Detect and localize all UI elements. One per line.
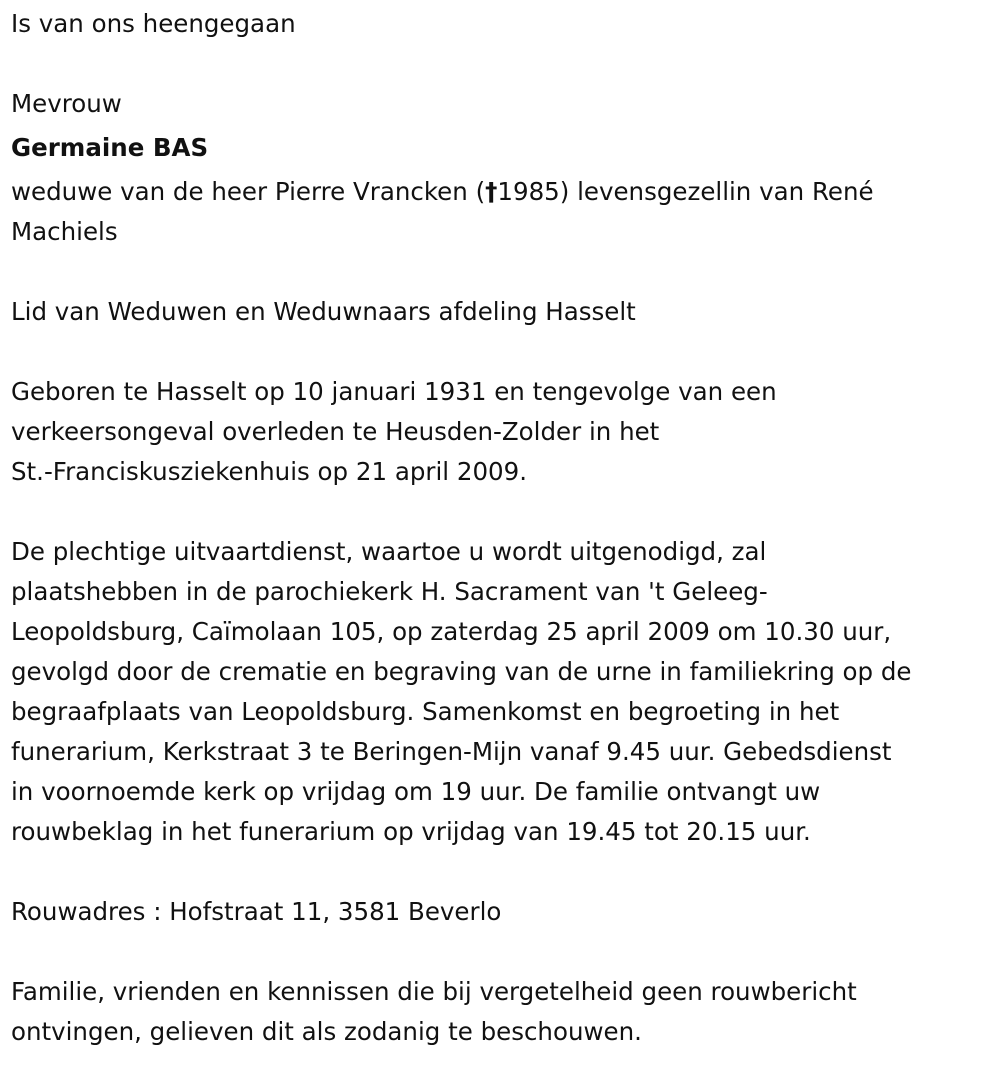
relation-line-1 bbox=[11, 172, 993, 212]
birth-death-line: Geboren te Hasselt op 10 januari 1931 en tengevolge van een bbox=[11, 377, 777, 406]
spacer bbox=[11, 492, 993, 532]
birth-death-line: St.-Franciskusziekenhuis op 21 april 2009. bbox=[11, 457, 528, 486]
spacer bbox=[11, 852, 993, 892]
funeral-line: De plechtige uitvaartdienst, waartoe u wordt uitgenodigd, zal bbox=[11, 537, 767, 566]
spacer bbox=[11, 44, 993, 84]
funeral-line: funerarium, Kerkstraat 3 te Beringen-Mijn vanaf 9.45 uur. Gebedsdienst bbox=[11, 737, 892, 766]
deceased-name: Germaine BAS bbox=[11, 133, 209, 162]
birth-death-line: verkeersongeval overleden te Heusden-Zolder in het bbox=[11, 417, 660, 446]
relation-text-a: weduwe van de heer Pierre Vrancken ( bbox=[11, 177, 486, 206]
spacer bbox=[11, 932, 993, 972]
relation-line-2: Machiels bbox=[11, 217, 118, 246]
relation-text-b: 1985) levensgezellin van René bbox=[497, 177, 874, 206]
cross-icon: † bbox=[485, 177, 498, 206]
address-text: Rouwadres : Hofstraat 11, 3581 Beverlo bbox=[11, 897, 502, 926]
funeral-line: Leopoldsburg, Caïmolaan 105, op zaterdag 25 april 2009 om 10.30 uur, bbox=[11, 617, 892, 646]
intro-text: Is van ons heengegaan bbox=[11, 9, 296, 38]
spacer bbox=[11, 252, 993, 292]
funeral-line: plaatshebben in de parochiekerk H. Sacrament van 't Geleeg- bbox=[11, 577, 768, 606]
death-notice bbox=[11, 4, 993, 1052]
funeral-line: rouwbeklag in het funerarium op vrijdag van 19.45 tot 20.15 uur. bbox=[11, 817, 811, 846]
funeral-line: begraafplaats van Leopoldsburg. Samenkomst en begroeting in het bbox=[11, 697, 840, 726]
membership-text: Lid van Weduwen en Weduwnaars afdeling Hasselt bbox=[11, 297, 636, 326]
salutation-text: Mevrouw bbox=[11, 89, 122, 118]
closing-line: Familie, vrienden en kennissen die bij vergetelheid geen rouwbericht bbox=[11, 977, 857, 1006]
funeral-line: gevolgd door de crematie en begraving van de urne in familiekring op de bbox=[11, 657, 912, 686]
funeral-line: in voornoemde kerk op vrijdag om 19 uur. De familie ontvangt uw bbox=[11, 777, 821, 806]
closing-line: ontvingen, gelieven dit als zodanig te beschouwen. bbox=[11, 1017, 642, 1046]
spacer bbox=[11, 332, 993, 372]
